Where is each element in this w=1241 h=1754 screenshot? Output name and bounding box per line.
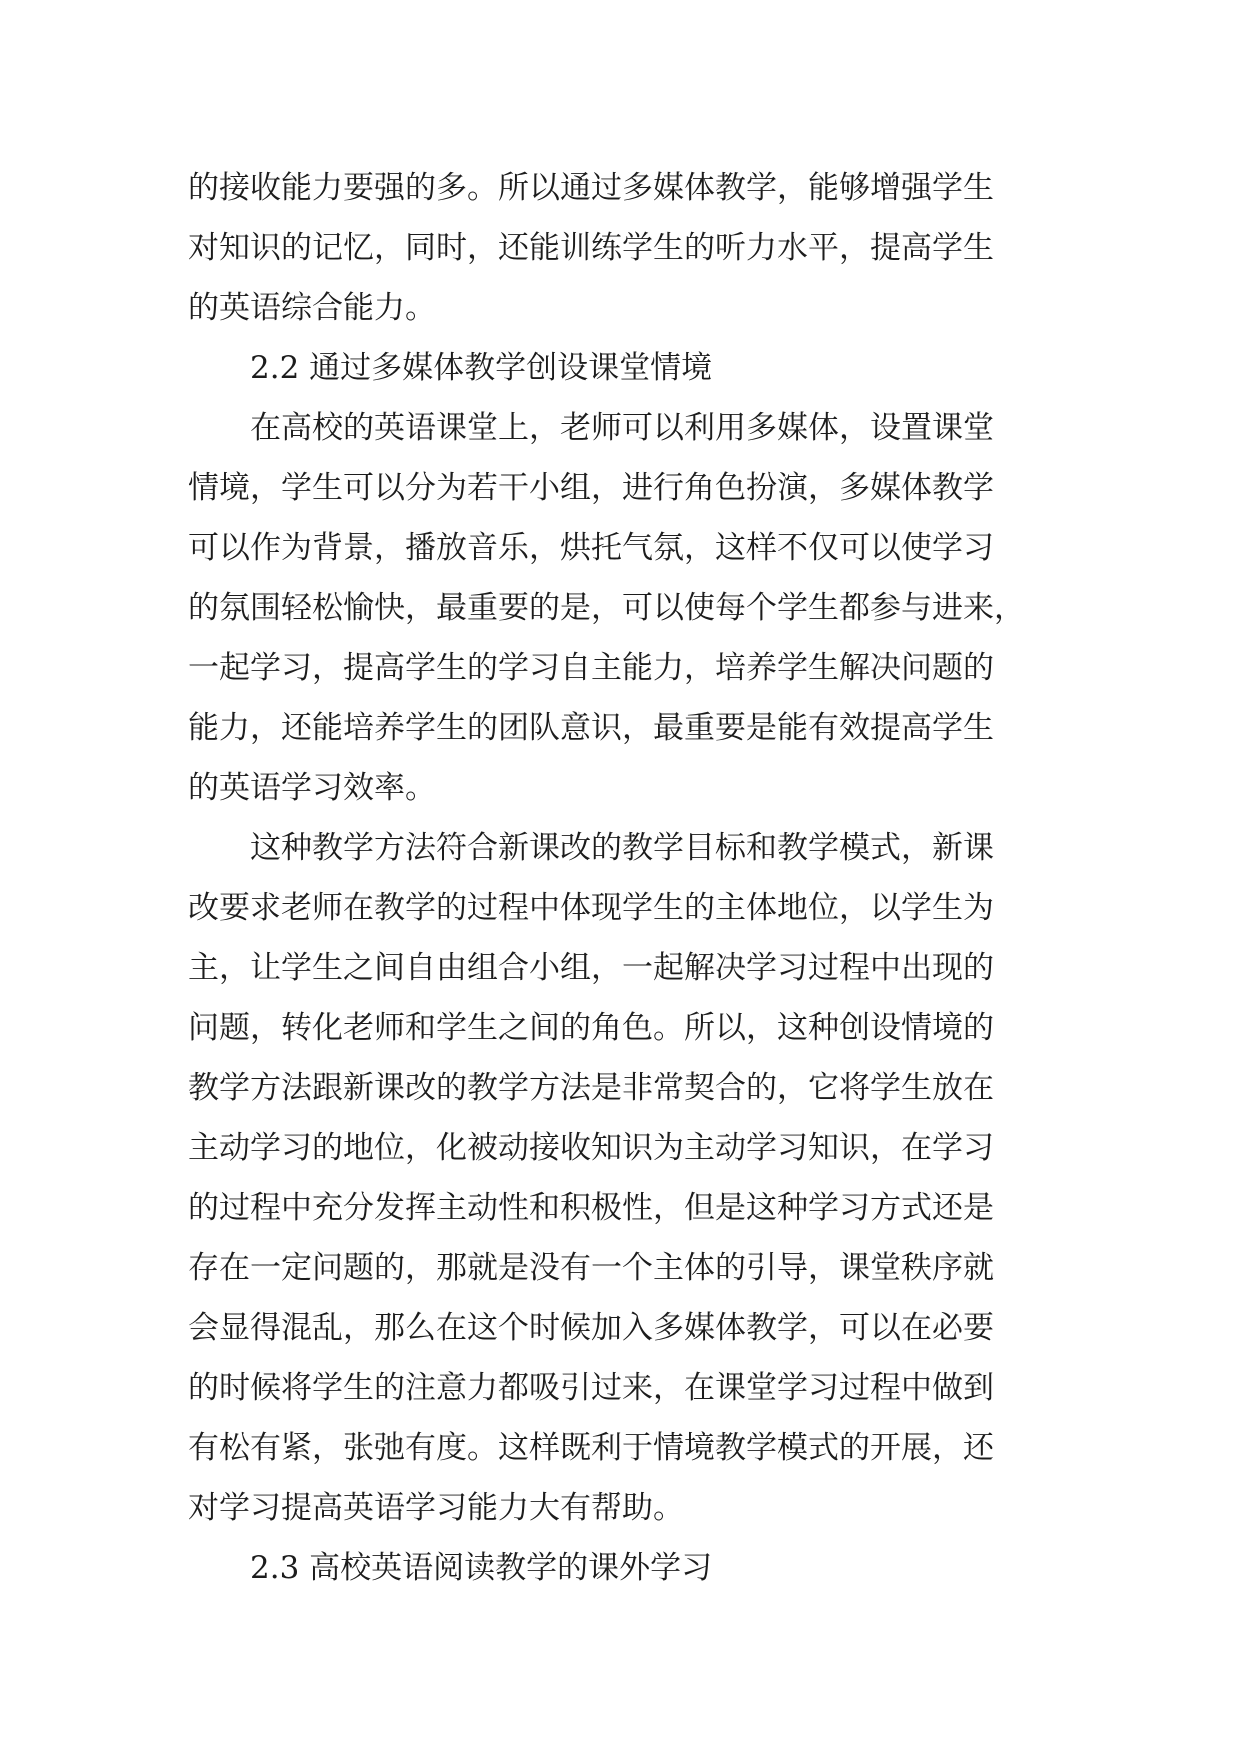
body-line-23: 对学习提高英语学习能力大有帮助。 <box>188 1490 684 1526</box>
body-line-2: 对知识的记忆，同时，还能训练学生的听力水平，提高学生 <box>188 230 994 266</box>
body-line-10: 能力，还能培养学生的团队意识，最重要是能有效提高学生 <box>188 710 994 746</box>
body-line-21: 的时候将学生的注意力都吸引过来，在课堂学习过程中做到 <box>188 1370 994 1406</box>
body-line-20: 会显得混乱，那么在这个时候加入多媒体教学，可以在必要 <box>188 1310 994 1346</box>
body-line-5: 在高校的英语课堂上，老师可以利用多媒体，设置课堂 <box>250 410 994 446</box>
body-line-19: 存在一定问题的，那就是没有一个主体的引导，课堂秩序就 <box>188 1250 994 1286</box>
body-line-15: 问题，转化老师和学生之间的角色。所以，这种创设情境的 <box>188 1010 994 1046</box>
body-line-8: 的氛围轻松愉快，最重要的是，可以使每个学生都参与进来， <box>188 590 1025 626</box>
body-line-16: 教学方法跟新课改的教学方法是非常契合的，它将学生放在 <box>188 1070 994 1106</box>
body-line-11: 的英语学习效率。 <box>188 770 436 806</box>
body-line-7: 可以作为背景，播放音乐，烘托气氛，这样不仅可以使学习 <box>188 530 994 566</box>
body-line-13: 改要求老师在教学的过程中体现学生的主体地位，以学生为 <box>188 890 994 926</box>
body-line-1: 的接收能力要强的多。所以通过多媒体教学，能够增强学生 <box>188 170 994 206</box>
body-line-12: 这种教学方法符合新课改的教学目标和教学模式，新课 <box>250 830 994 866</box>
section-heading-2-3: 2.3 高校英语阅读教学的课外学习 <box>250 1550 713 1586</box>
section-heading-2-2: 2.2 通过多媒体教学创设课堂情境 <box>250 350 713 386</box>
body-line-9: 一起学习，提高学生的学习自主能力，培养学生解决问题的 <box>188 650 994 686</box>
body-line-22: 有松有紧，张弛有度。这样既利于情境教学模式的开展，还 <box>188 1430 994 1466</box>
body-line-6: 情境，学生可以分为若干小组，进行角色扮演，多媒体教学 <box>188 470 994 506</box>
body-line-17: 主动学习的地位，化被动接收知识为主动学习知识，在学习 <box>188 1130 994 1166</box>
body-line-3: 的英语综合能力。 <box>188 290 436 326</box>
body-line-14: 主，让学生之间自由组合小组，一起解决学习过程中出现的 <box>188 950 994 986</box>
body-line-18: 的过程中充分发挥主动性和积极性，但是这种学习方式还是 <box>188 1190 994 1226</box>
